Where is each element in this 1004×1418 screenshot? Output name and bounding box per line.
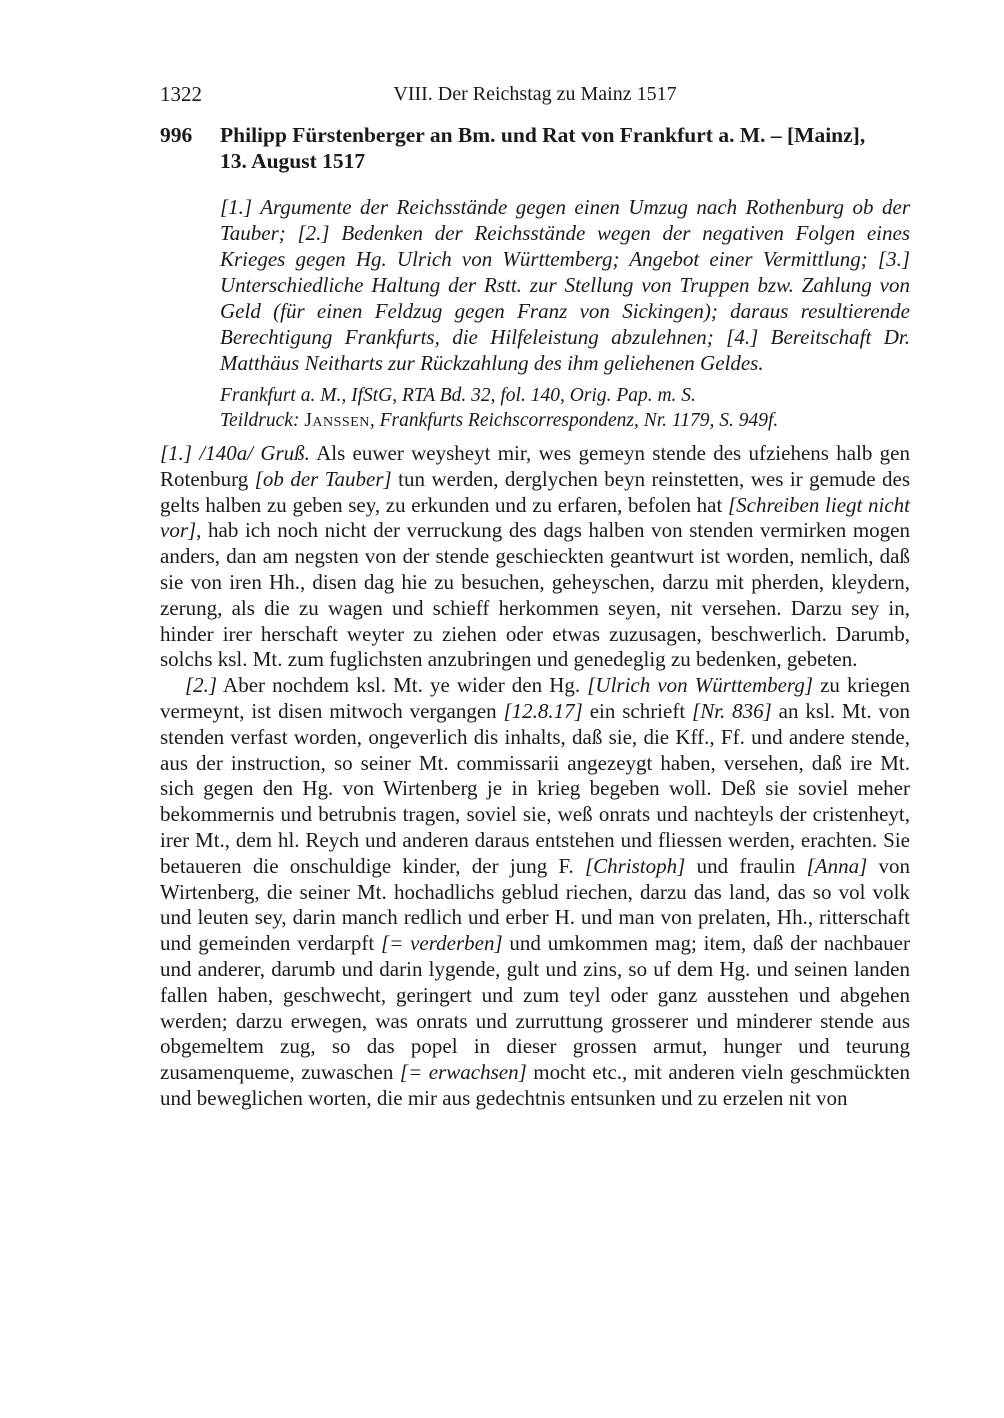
- document-number: 996: [160, 123, 193, 147]
- editorial-note: [2.]: [185, 673, 218, 698]
- text-segment: Als euwer weysheyt mir, wes gemeyn stende des ufziehens halb gen Rotenburg: [160, 441, 910, 491]
- archival-source: Frankfurt a. M., IfStG, RTA Bd. 32, fol. 140, Orig. Pap. m. S.: [220, 385, 696, 406]
- editorial-note: [ob der Tauber]: [254, 466, 392, 491]
- text-segment: und fraulin: [685, 853, 807, 878]
- text-segment: mocht etc., mit anderen vieln geschmückten und beweglichen worten, die mir aus gedechtnis entsunken und zu erzelen nit von: [160, 1060, 910, 1110]
- text-segment: an ksl. Mt. von stenden verfast worden, ongeverlich dis inhalts, daß sie, die Kff., Ff. und andere stende, aus der instruction, so seiner Mt. commissarii angezeygt haben, versehen, daß ire Mt. sich gegen den Hg. von Wirtenberg je in krieg begeben woll. Deß sie soviel meher bekommernis und betrubnis tragen, soviel sie, weß onrats und nachteyls der cristenheyt, irer Mt., dem hl. Reych und anderen daraus entstehen und fliessen werden, erachten. Sie betaueren die onschuldige kinder, der jung F.: [160, 698, 911, 878]
- editorial-note: [Christoph]: [584, 853, 686, 878]
- editorial-note: [Nr. 836]: [692, 698, 772, 723]
- document-title-line-1: Philipp Fürstenberger an Bm. und Rat von Frankfurt a. M. – [Mainz],: [220, 123, 866, 147]
- text-segment: Aber nochdem ksl. Mt. ye wider den Hg.: [217, 673, 588, 698]
- page-number: 1322: [160, 82, 202, 106]
- regest: [1.] Argumente der Reichsstände gegen einen Umzug nach Rothenburg ob der Tauber; [2.] Bedenken der Reichsstände wegen der negativen Folgen eines Krieges gegen Hg. Ulrich von Württemberg; Angebot einer Vermittlung; [3.] Unterschiedliche Haltung der Rstt. zur Stellung von Truppen bzw. Zahlung von Geld (für einen Feldzug gegen Franz von Sickingen); daraus resultierende Berechtigung Frankfurts, die Hilfeleistung abzulehnen; [4.] Bereitschaft Dr. Matthäus Neitharts zur Rückzahlung des ihm geliehenen Geldes.: [220, 195, 910, 375]
- editorial-note: [Schreiben liegt nicht vor]: [160, 492, 910, 543]
- author-name: Janssen: [304, 409, 370, 431]
- partial-print-prefix: Teildruck:: [220, 409, 305, 431]
- text-segment: tun werden, derglychen beyn reinstetten, wes ir gemude des gelts halben zu geben sey, zu erkunden und zu erfaren, befolen hat: [160, 466, 911, 517]
- text-segment: zu kriegen vermeynt, ist disen mitwoch vergangen: [160, 673, 911, 723]
- partial-print-source: [220, 409, 910, 434]
- running-head: [160, 80, 910, 108]
- editorial-note: [= erwachsen]: [399, 1060, 527, 1085]
- partial-print-rest: , Frankfurts Reichscorrespondenz, Nr. 1179, S. 949f.: [369, 409, 779, 431]
- editorial-note: [Ulrich von Württemberg]: [587, 673, 813, 698]
- editorial-note: [Anna]: [806, 853, 868, 878]
- text-segment: , hab ich noch nicht der verruckung des dags halben von stenden vermirken mogen anders, dan am negsten von der stende geschieckten geantwurt ist worden, nemlich, daß sie von iren Hh., disen dag hie zu besuchen, geheyschen, darzu mit pherden, kleydern, zerung, als die zu wagen und schieff herkommen seyen, nit versehen. Darzu sey in, hinder irer herschaft weyter zu ziehen oder etwas zuzusagen, beschwerlich. Darumb, solchs ksl. Mt. zum fuglichsten anzubringen und genedeglig zu bedenken, gebeten.: [160, 518, 910, 672]
- paragraph-2: [160, 673, 910, 1112]
- editorial-note: [1.] /140a/ Gruß.: [160, 441, 310, 465]
- source-references: [220, 384, 910, 433]
- running-title: VIII. Der Reichstag zu Mainz 1517: [393, 83, 677, 105]
- editorial-note: [12.8.17]: [503, 698, 583, 723]
- editorial-note: [= verderben]: [380, 931, 503, 956]
- paragraph-1: [160, 441, 910, 673]
- document-title: [220, 122, 910, 174]
- document-heading: [160, 122, 910, 174]
- text-segment: von Wirtenberg, die seiner Mt. hochadlichs geblud riechen, darzu das land, das so vol volk und leuten sey, darin manch redlich und erber H. und man von prelaten, Hh., ritterschaft und gemeinden verdarpft: [160, 853, 910, 956]
- text-segment: ein schrieft: [582, 698, 693, 723]
- letter-body: [160, 441, 910, 1112]
- page: [160, 80, 910, 1112]
- document-title-line-2: 13. August 1517: [220, 149, 366, 173]
- text-segment: und umkommen mag; item, daß der nachbauer und anderer, darumb und darin lygende, gult und zins, so uf dem Hg. und seinen landen fallen haben, geschwecht, geringert und zum teyl oder ganz ausstehen und abgehen werden; darzu erwegen, was onrats und zurruttung grosserer und minderer stende aus obgemeltem zug, so das popel in dieser grossen armut, hunger und teurung zusamenqueme, zuwaschen: [160, 931, 910, 1085]
